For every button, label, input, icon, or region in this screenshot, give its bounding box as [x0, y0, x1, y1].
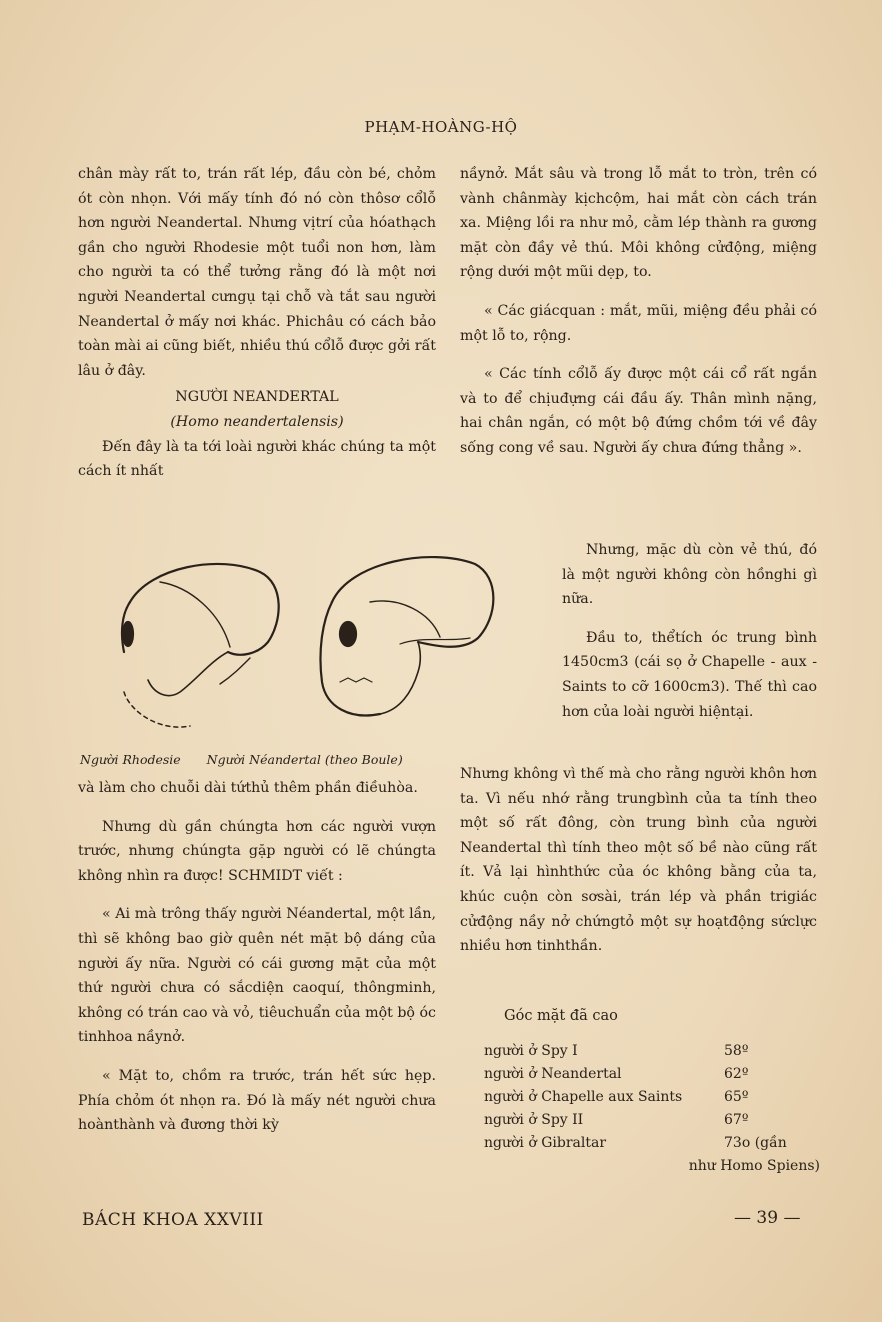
section-intro: Đến đây là ta tới loài người khác chúng ta một cách ít nhất: [78, 438, 436, 480]
right-column-bottom: [460, 762, 817, 959]
row-label: người ở Spy II: [484, 1112, 584, 1128]
paragraph: Nhưng không vì thế mà cho rằng người khôn hơn ta. Vì nếu nhớ rằng trungbình của ta tính theo một số rất đông, còn trung bình của người Neandertal thì tính theo một số bề nào cũng rất ít. Vả lại hìnhthức của óc không bằng của ta, khúc cuộn còn sơsài, trán lép và phần trigiác cửđộng nầy nở chứngtỏ một sự hoạtđộng sứclực nhiều hơn tinhthần.: [460, 766, 817, 955]
row-label: người ở Spy I: [484, 1043, 578, 1059]
paragraph: « Các giácquan : mắt, mũi, miệng đều phải có một lỗ to, rộng.: [460, 302, 817, 344]
row-label: người ở Gibraltar: [484, 1135, 607, 1151]
paragraph: « Ai mà trông thấy người Néandertal, một lần, thì sẽ không bao giờ quên nét mặt bộ dáng của người ấy nữa. Người có cái gương mặt của một thứ người chưa có sắcdiện caoquí, thôngminh, không có trán cao và vỏ, tiêuchuẩn của một bộ óc tinhhoa nầynở.: [78, 906, 436, 1046]
table-row: [484, 1086, 820, 1109]
table-note: như Homo Spiens): [688, 1158, 820, 1174]
paragraph: chân mày rất to, trán rất lép, đầu còn bé, chỏm ót còn nhọn. Với mấy tính đó nó còn thôsơ cổlỗ hơn người Neandertal. Nhưng vịtrí của hóathạch gần cho người Rhodesie một tuổi non hơn, làm cho người ta có thể tưởng rằng đó là một nơi người Neandertal cưngụ tại chỗ và tắt sau người Neandertal ở mấy nơi khác. Phichâu có cách bảo toàn mài ai cũng biết, nhiều thú cổlỗ được gởi rất lâu ở đây.: [78, 166, 436, 379]
facial-angle-table: [484, 1040, 820, 1177]
neandertal-skull-drawing: [320, 557, 493, 715]
paragraph: Đầu to, thểtích óc trung bình 1450cm3 (cái sọ ở Chapelle - aux - Saints to cỡ 1600cm3). Thế thì cao hơn của loài người hiệntại.: [562, 629, 817, 720]
table-row: [484, 1040, 820, 1063]
row-label: người ở Chapelle aux Saints: [484, 1089, 683, 1105]
paragraph: « Các tính cổlỗ ấy được một cái cổ rất ngắn và to để chịuđựng cái đầu ấy. Thân mình nặng, hai chân ngắn, có một bộ đứng chồm tới về đây sống cong về sau. Người ấy chưa đứng thẳng ».: [460, 366, 817, 456]
figure-caption: [80, 752, 440, 767]
right-column-narrow: [562, 538, 817, 724]
footer-page-number: — 39 —: [734, 1208, 801, 1228]
facial-angle-title: Góc mặt đã cao: [504, 1008, 618, 1024]
section-subheading: (Homo neandertalensis): [170, 413, 344, 430]
left-column-bottom: [78, 776, 436, 1138]
skull-illustration: [100, 542, 510, 742]
row-value: 58º: [724, 1043, 749, 1059]
table-row: [484, 1109, 820, 1132]
running-head: PHẠM-HOÀNG-HỘ: [364, 118, 518, 136]
row-value: 62º: [724, 1066, 749, 1082]
footer-magazine: BÁCH KHOA XXVIII: [82, 1210, 264, 1230]
row-value: 65º: [724, 1089, 749, 1105]
table-row: [484, 1063, 820, 1086]
row-label: người ở Neandertal: [484, 1066, 622, 1082]
paragraph: Nhưng, mặc dù còn vẻ thú, đó là một người không còn hồnghi gì nữa.: [562, 542, 817, 608]
row-value: 73o (gần: [724, 1135, 787, 1151]
caption-right: Người Néandertal (theo Boule): [206, 752, 403, 767]
row-value: 67º: [724, 1112, 749, 1128]
paragraph: và làm cho chuỗi dài tứthủ thêm phần điềuhòa.: [78, 780, 418, 796]
section-heading: NGƯỜI NEANDERTAL: [175, 389, 339, 406]
caption-left: Người Rhodesie: [80, 752, 181, 767]
paragraph: Nhưng dù gần chúngta hơn các người vượn trước, nhưng chúngta gặp người có lẽ chúngta không nhìn ra được! SCHMIDT viết :: [78, 818, 436, 884]
right-column-top: [460, 162, 817, 461]
table-row: [484, 1132, 820, 1155]
left-column-top: [78, 162, 436, 484]
rhodesian-skull-drawing: [122, 564, 279, 727]
paragraph: « Mặt to, chồm ra trước, trán hết sức hẹp. Phía chỏm ót nhọn ra. Đó là mấy nét người chưa hoànthành và đương thời kỳ: [78, 1067, 436, 1134]
paragraph: nầynở. Mắt sâu và trong lỗ mắt to tròn, trên có vành chânmày kịchcộm, hai mắt còn cách trán xa. Miệng lồi ra như mỏ, cằm lép thành ra gương mặt còn đầy vẻ thú. Môi không cửđộng, miệng rộng dưới một mũi dẹp, to.: [460, 166, 817, 281]
